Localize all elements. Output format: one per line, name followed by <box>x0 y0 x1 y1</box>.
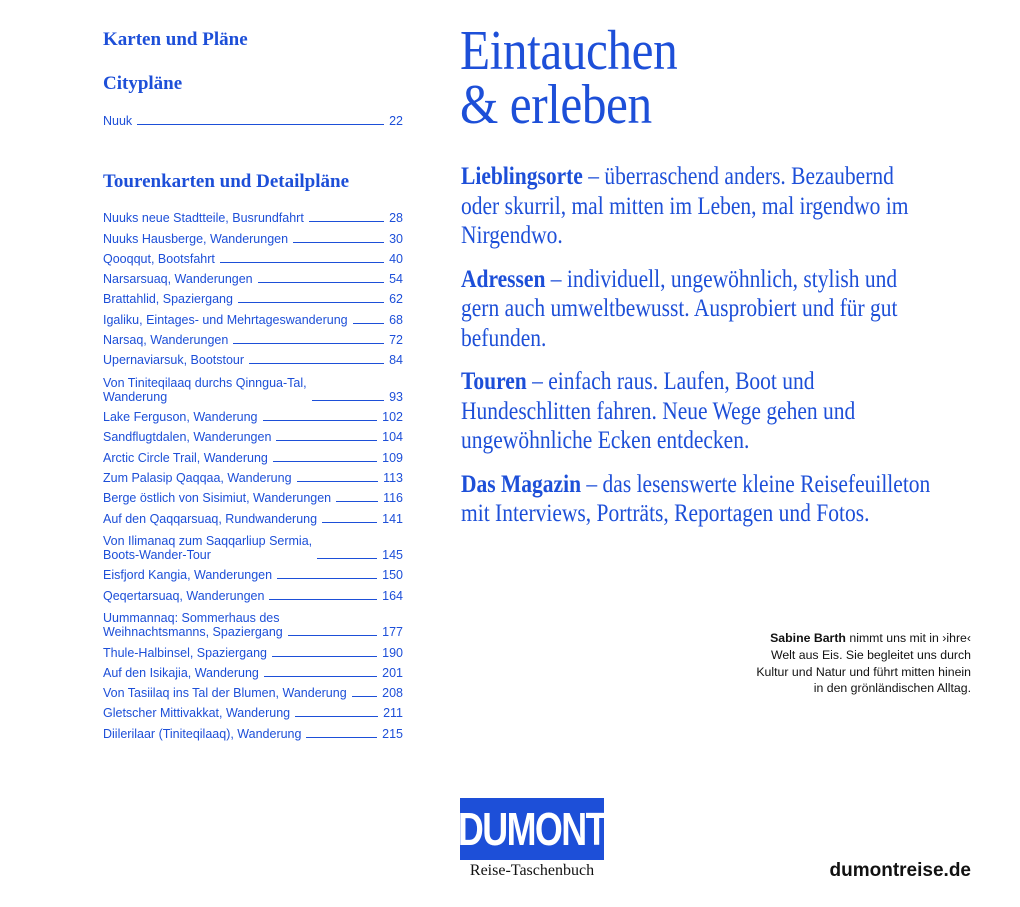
feature-title: Touren <box>461 368 527 395</box>
list-item <box>103 562 403 582</box>
list-item <box>103 485 403 505</box>
title-line-1: Eintauchen <box>460 20 678 82</box>
citymaps-list <box>103 108 403 128</box>
leader-line <box>288 635 377 636</box>
leader-line <box>322 522 377 523</box>
author-text: nimmt uns mit in ›ihre‹ Welt aus Eis. Sie begleitet uns durch Kultur und Natur und führt mitten hinein in den grönländischen Alltag. <box>756 631 971 696</box>
list-item <box>103 225 403 245</box>
tours-list <box>103 205 403 741</box>
toc-page: 102 <box>382 410 403 425</box>
list-item <box>103 444 403 464</box>
toc-label: Upernaviarsuk, Bootstour <box>103 353 245 368</box>
toc-label: Qooqqut, Bootsfahrt <box>103 251 215 266</box>
list-item <box>103 465 403 485</box>
feature-magazin <box>461 470 931 529</box>
toc-label: Nuuks neue Stadtteile, Busrundfahrt <box>103 211 304 226</box>
leader-line <box>264 676 377 677</box>
logo-box <box>457 798 607 860</box>
toc-label: Sandflugtdalen, Wanderungen <box>103 430 272 445</box>
toc-label: Narsaq, Wanderungen <box>103 333 229 348</box>
feature-lieblingsorte <box>461 162 931 251</box>
toc-label: Arctic Circle Trail, Wanderung <box>103 450 268 465</box>
toc-label: Von Tiniteqilaaq durchs Qinngua-Tal, Wanderung <box>103 375 307 404</box>
list-item <box>103 306 403 326</box>
dumont-logo <box>457 798 607 880</box>
title-line-2: & erleben <box>460 74 652 136</box>
toc-label: Narsarsuaq, Wanderungen <box>103 272 253 287</box>
list-item <box>103 367 403 404</box>
toc-page: 145 <box>382 548 403 563</box>
toc-label: Von Ilimanaq zum Saqqarliup Sermia, Boots-Wander-Tour <box>103 534 313 563</box>
list-item <box>103 347 403 367</box>
toc-label: Qeqertarsuaq, Wanderungen <box>103 588 265 603</box>
list-item <box>103 424 403 444</box>
list-item <box>103 246 403 266</box>
list-item <box>103 603 403 640</box>
feature-title: Lieblingsorte <box>461 163 583 190</box>
toc-label: Nuuks Hausberge, Wanderungen <box>103 231 289 246</box>
feature-text: – individuell, ungewöhnlich, stylish und gern auch umweltbewusst. Ausprobiert und für gut befunden. <box>461 265 898 352</box>
tours-heading: Tourenkarten und Detailpläne <box>103 171 349 192</box>
toc-page: 141 <box>382 511 403 526</box>
page-title <box>460 20 678 136</box>
leader-line <box>309 221 384 222</box>
leader-line <box>263 420 378 421</box>
leader-line <box>220 262 384 263</box>
toc-label: Gletscher Mittivakkat, Wanderung <box>103 706 291 721</box>
leader-line <box>258 282 384 283</box>
list-item <box>103 108 403 128</box>
toc-page: 28 <box>389 211 403 226</box>
leader-line <box>312 400 384 401</box>
toc-page: 104 <box>382 430 403 445</box>
toc-page: 62 <box>389 292 403 307</box>
toc-label: Berge östlich von Sisimiut, Wanderungen <box>103 491 332 506</box>
toc-page: 68 <box>389 312 403 327</box>
toc-label: Nuuk <box>103 114 133 129</box>
toc-page: 93 <box>389 389 403 404</box>
toc-label: Auf den Isikajia, Wanderung <box>103 665 259 680</box>
leader-line <box>233 343 384 344</box>
logo-wordmark: DUMONT <box>457 803 607 855</box>
toc-page: 215 <box>382 726 403 741</box>
toc-page: 54 <box>389 272 403 287</box>
list-item <box>103 700 403 720</box>
toc-page: 164 <box>382 588 403 603</box>
toc-label: Igaliku, Eintages- und Mehrtageswanderung <box>103 312 348 327</box>
toc-page: 113 <box>383 471 403 486</box>
toc-page: 177 <box>382 625 403 640</box>
list-item <box>103 680 403 700</box>
toc-page: 84 <box>389 353 403 368</box>
toc-label: Auf den Qaqqarsuaq, Rundwanderung <box>103 511 318 526</box>
toc-page: 116 <box>383 491 403 506</box>
leader-line <box>249 363 384 364</box>
toc-page: 40 <box>389 251 403 266</box>
toc-page: 30 <box>389 231 403 246</box>
list-item <box>103 266 403 286</box>
leader-line <box>277 578 377 579</box>
feature-adressen <box>461 265 931 354</box>
feature-touren <box>461 367 931 456</box>
toc-label: Brattahlid, Spaziergang <box>103 292 233 307</box>
leader-line <box>353 323 384 324</box>
toc-page: 208 <box>382 686 403 701</box>
leader-line <box>306 737 377 738</box>
leader-line <box>317 558 377 559</box>
author-name: Sabine Barth <box>770 631 846 645</box>
logo-subtitle: Reise-Taschenbuch <box>469 862 595 879</box>
list-item <box>103 286 403 306</box>
toc-label: Uummannaq: Sommerhaus des Weihnachtsmanns, Spaziergang <box>103 611 283 640</box>
toc-page: 201 <box>382 665 403 680</box>
toc-label: Eisfjord Kangia, Wanderungen <box>103 568 273 583</box>
feature-title: Adressen <box>461 265 546 293</box>
toc-label: Von Tasiilaq ins Tal der Blumen, Wanderung <box>103 686 347 701</box>
leader-line <box>293 242 384 243</box>
leader-line <box>272 656 377 657</box>
feature-text: – einfach raus. Laufen, Boot und Hundeschlitten fahren. Neue Wege gehen und ungewöhnliche Ecken entdecken. <box>461 368 856 454</box>
toc-label: Lake Ferguson, Wanderung <box>103 410 258 425</box>
list-item <box>103 720 403 740</box>
toc-label: Zum Palasip Qaqqaa, Wanderung <box>103 471 292 486</box>
feature-text: – überraschend anders. Bezaubernd oder skurril, mal mitten im Leben, mal irgendwo im Nirgendwo. <box>461 163 909 249</box>
feature-list <box>461 162 931 543</box>
maps-section <box>103 28 403 96</box>
list-item <box>103 327 403 347</box>
list-item <box>103 639 403 659</box>
maps-heading: Karten und Pläne <box>103 29 248 50</box>
list-item <box>103 660 403 680</box>
list-item <box>103 505 403 525</box>
list-item <box>103 526 403 563</box>
citymaps-heading: Citypläne <box>103 73 183 94</box>
leader-line <box>336 501 378 502</box>
toc-page: 211 <box>383 706 403 721</box>
leader-line <box>269 599 377 600</box>
list-item <box>103 205 403 225</box>
leader-line <box>276 440 377 441</box>
leader-line <box>137 124 384 125</box>
website-url: dumontreise.de <box>829 860 971 881</box>
toc-page: 72 <box>389 333 403 348</box>
author-blurb <box>751 630 971 697</box>
toc-page: 190 <box>382 645 403 660</box>
list-item <box>103 582 403 602</box>
leader-line <box>297 481 379 482</box>
leader-line <box>273 461 377 462</box>
leader-line <box>295 716 378 717</box>
leader-line <box>352 696 377 697</box>
list-item <box>103 404 403 424</box>
feature-text: – das lesenswerte kleine Reisefeuilleton mit Interviews, Porträts, Reportagen und Fotos. <box>461 470 931 527</box>
feature-title: Das Magazin <box>461 470 582 498</box>
toc-page: 22 <box>389 114 403 129</box>
toc-page: 109 <box>382 450 403 465</box>
leader-line <box>238 302 384 303</box>
toc-page: 150 <box>382 568 403 583</box>
toc-label: Diilerilaar (Tiniteqilaaq), Wanderung <box>103 726 302 741</box>
toc-label: Thule-Halbinsel, Spaziergang <box>103 645 267 660</box>
